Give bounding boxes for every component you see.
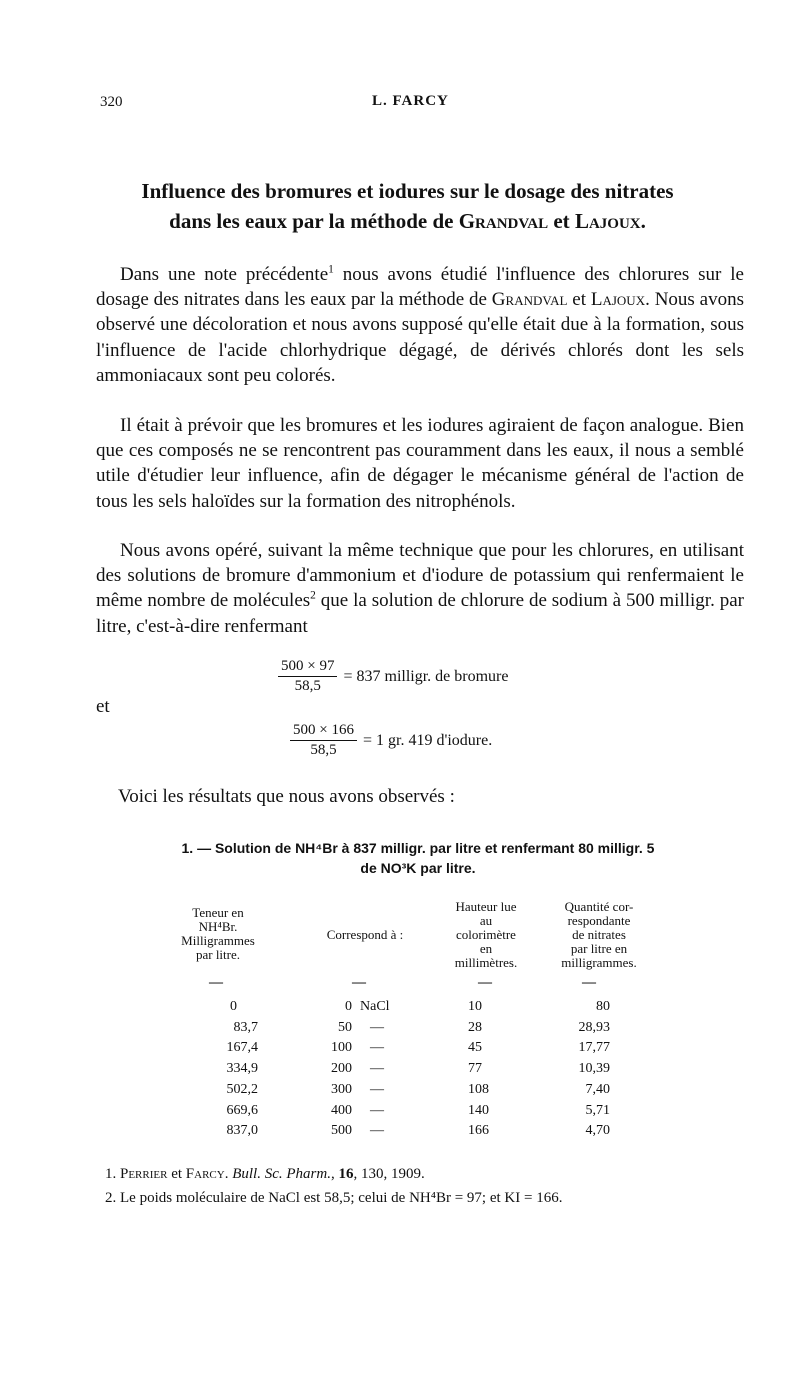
footnote-ref-2: 2: [310, 590, 316, 603]
footnote-text: ,: [330, 1166, 339, 1182]
cell-correspond-unit: —: [370, 1040, 384, 1056]
formula-bromure: [278, 658, 508, 695]
header-dash: —: [352, 975, 366, 990]
column-header-hauteur: Hauteur lue au colorimètre en millimètres.: [454, 899, 518, 970]
para-text: que la solution de chlorure de sodium à 500 milligr. par litre, c'est-à-dire renfermant: [96, 590, 745, 637]
paragraph-1: [96, 262, 744, 388]
cell-quantite: 10,39: [578, 1061, 610, 1077]
footnote-text: , 130, 1909.: [353, 1166, 425, 1182]
cell-teneur: 83,7: [233, 1019, 258, 1035]
cell-correspond-value: 500: [331, 1123, 352, 1139]
cell-correspond-unit: —: [370, 1019, 384, 1035]
para-text: . Nous avons observé une décoloration et nous avons supposé qu'elle était due à la formation, sous l'influence de l'acide chlorhydrique dégagé, de dérivés chlorés dont les sels ammoniacaux sont peu colorés.: [96, 289, 745, 386]
footnote-ref-1: 1: [328, 263, 334, 276]
fraction: [290, 722, 357, 759]
cell-hauteur: 140: [468, 1102, 489, 1118]
title-line-1: Influence des bromures et iodures sur le dosage des nitrates: [141, 179, 674, 203]
footnote-author: Perrier: [120, 1166, 168, 1182]
cell-correspond-unit: —: [370, 1061, 384, 1077]
formula-iodure: [290, 722, 492, 759]
footnote-text: et: [167, 1166, 186, 1182]
para-text: Nous avons opéré, suivant la même technique que pour les chlorures, en utilisant des solutions de bromure d'ammonium et d'iodure de potassium qui renfermaient le même nombre de molécules: [96, 540, 744, 612]
title-text: et: [548, 209, 575, 233]
footnotes: [105, 1162, 562, 1210]
cell-teneur: 502,2: [226, 1081, 258, 1097]
fraction-denominator: 58,5: [294, 678, 321, 694]
cell-hauteur: 45: [468, 1040, 482, 1056]
cell-quantite: 4,70: [585, 1123, 610, 1139]
title-author-lajoux: Lajoux: [574, 209, 641, 233]
formula-result: = 1 gr. 419 d'iodure.: [362, 731, 493, 749]
footnote-journal: Bull. Sc. Pharm.: [228, 1166, 331, 1182]
para-text: et: [567, 289, 591, 311]
header-dash: —: [582, 975, 596, 990]
cell-hauteur: 28: [468, 1019, 482, 1035]
footnote-text: .: [224, 1166, 229, 1182]
cell-quantite: 17,77: [578, 1040, 610, 1056]
running-head: L. FARCY: [372, 93, 449, 109]
cell-hauteur: 166: [468, 1123, 489, 1139]
cell-correspond-unit: NaCl: [360, 999, 390, 1014]
title-line-2: [100, 206, 715, 236]
conjunction-et: et: [96, 696, 110, 717]
section-title: [118, 838, 718, 878]
cell-hauteur: 108: [468, 1081, 489, 1097]
title-text: dans les eaux par la méthode de: [169, 209, 459, 233]
footnote-volume: 16: [338, 1166, 354, 1182]
cell-correspond-unit: —: [370, 1102, 384, 1118]
section-title-line-2: de NO³K par litre.: [360, 860, 476, 876]
article-title: [100, 176, 715, 236]
header-dash: —: [209, 975, 223, 990]
title-author-grandval: Grandval: [458, 209, 549, 233]
results-intro: Voici les résultats que nous avons observés :: [118, 786, 455, 807]
fraction-numerator: 500 × 166: [290, 722, 357, 741]
footnote-author: Farcy: [185, 1166, 225, 1182]
cell-quantite: 7,40: [585, 1081, 610, 1097]
title-text: .: [640, 209, 646, 233]
fraction: [278, 658, 337, 695]
header-dash: —: [478, 975, 492, 990]
column-header-quantite: Quantité cor- respondante de nitrates par litre en milligrammes.: [561, 899, 637, 970]
paragraph-2: Il était à prévoir que les bromures et les iodures agiraient de façon analogue. Bien que ces composés ne se rencontrent pas couramment dans les eaux, il nous a semblé utile d'étudier leur influence, afin de dégager le mécanisme général de l'action de tous les sels haloïdes sur la formation des nitrophénols.: [96, 415, 744, 512]
fraction-denominator: 58,5: [310, 742, 337, 758]
cell-correspond-value: 400: [331, 1102, 352, 1118]
cell-teneur: 167,4: [226, 1040, 258, 1056]
cell-teneur: 669,6: [226, 1102, 258, 1118]
para-text: nous avons étudié l'influence des chlorures sur le dosage des nitrates dans les eaux par la méthode de: [96, 264, 744, 311]
cell-teneur: 0: [230, 999, 237, 1014]
cell-correspond-value: 200: [331, 1061, 352, 1077]
cell-teneur: 837,0: [226, 1123, 258, 1139]
para-text: Dans une note précédente: [120, 264, 329, 285]
column-header-teneur: Teneur en NH⁴Br. Milligrammes par litre.: [181, 905, 255, 962]
cell-quantite: 80: [596, 999, 610, 1014]
cell-hauteur: 10: [468, 999, 482, 1014]
cell-correspond-value: 100: [331, 1040, 352, 1056]
cell-correspond-value: 300: [331, 1081, 352, 1097]
fraction-numerator: 500 × 97: [278, 658, 337, 677]
cell-correspond-unit: —: [370, 1123, 384, 1139]
cell-hauteur: 77: [468, 1061, 482, 1077]
footnote-number: 1.: [105, 1166, 117, 1182]
footnote-1: [105, 1162, 562, 1186]
column-header-correspond: Correspond à :: [326, 927, 404, 942]
cell-teneur: 334,9: [226, 1061, 258, 1077]
paragraph-3: [96, 538, 744, 639]
section-title-line-1: 1. — Solution de NH⁴Br à 837 milligr. par litre et renfermant 80 milligr. 5: [181, 840, 655, 856]
cell-correspond-value: 50: [338, 1019, 352, 1035]
formula-result: = 837 milligr. de bromure: [343, 667, 509, 685]
footnote-2: 2. Le poids moléculaire de NaCl est 58,5; celui de NH⁴Br = 97; et KI = 166.: [105, 1190, 563, 1206]
cell-quantite: 5,71: [585, 1102, 610, 1118]
page-number: 320: [100, 94, 123, 110]
cell-quantite: 28,93: [578, 1019, 610, 1035]
cell-correspond-value: 0: [345, 999, 352, 1014]
author-lajoux: Lajoux: [590, 289, 646, 311]
author-grandval: Grandval: [491, 289, 568, 311]
cell-correspond-unit: —: [370, 1081, 384, 1097]
